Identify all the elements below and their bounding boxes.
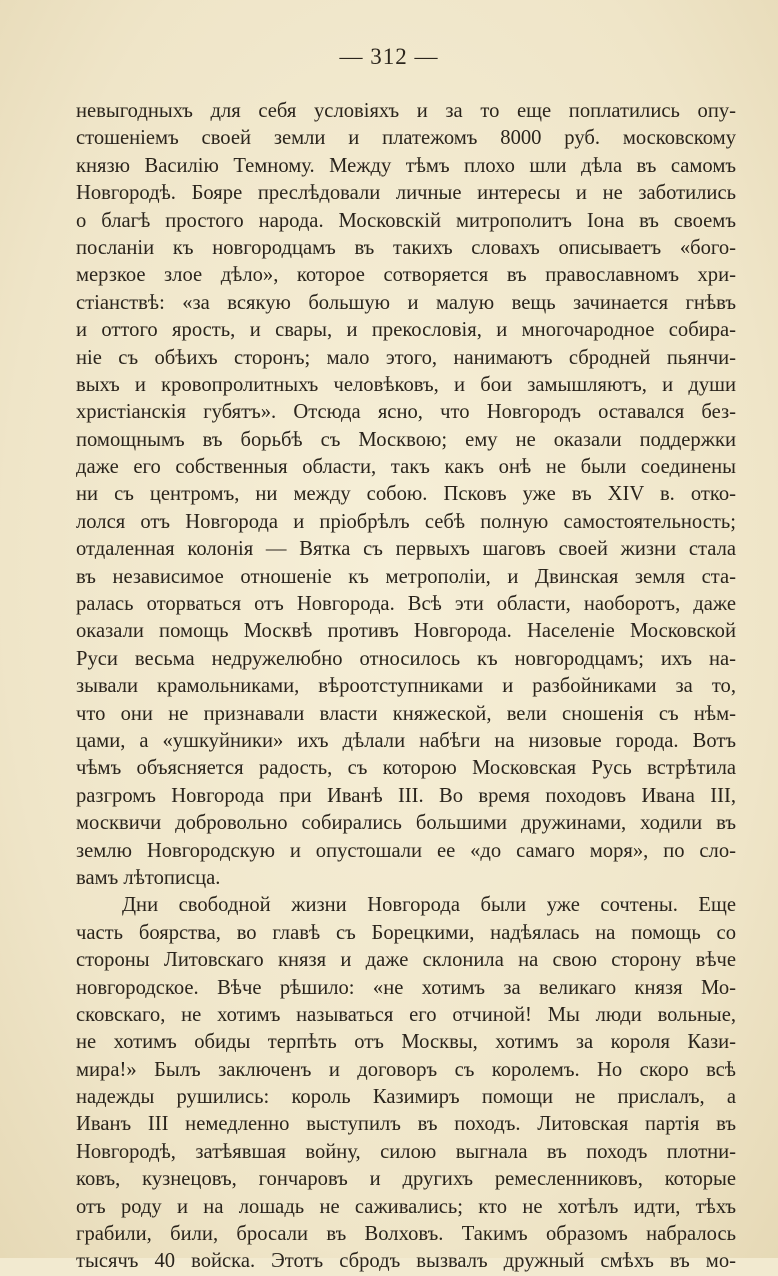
text-line: выхъ и кровопролитныхъ человѣковъ, и бои замышляютъ, и души (76, 373, 736, 396)
text-line: Новгородѣ, затѣявшая войну, силою выгнала въ походъ плотни- (76, 1140, 736, 1163)
text-line: стошеніемъ своей земли и платежомъ 8000 руб. московскому (76, 127, 736, 150)
text-line: ніе съ обѣихъ сторонъ; мало этого, нанимаютъ сбродней пьянчи- (76, 346, 736, 369)
text-line: землю Новгородскую и опустошали ее «до самаго моря», по сло- (76, 839, 736, 862)
text-line: даже его собственныя области, такъ какъ онѣ не были соединены (76, 456, 736, 479)
text-line: ковъ, кузнецовъ, гончаровъ и другихъ ремесленниковъ, которые (76, 1168, 736, 1191)
text-line: мерзкое злое дѣло», которое сотворяется въ православномъ хри- (76, 264, 736, 287)
text-line: мира!» Былъ заключенъ и договоръ съ королемъ. Но скоро всѣ (76, 1058, 736, 1081)
text-line: разгромъ Новгорода при Иванѣ III. Во время походовъ Ивана III, (76, 784, 736, 807)
text-line: оказали помощь Москвѣ противъ Новгорода. Населеніе Московской (76, 620, 736, 643)
text-line: отдаленная колонія — Вятка съ первыхъ шаговъ своей жизни стала (76, 538, 736, 561)
text-line: грабили, били, бросали въ Волховъ. Такимъ образомъ набралось (76, 1223, 736, 1246)
text-line: новгородское. Вѣче рѣшило: «не хотимъ за великаго князя Мо- (76, 976, 736, 999)
text-line: сковскаго, не хотимъ называться его отчиной! Мы люди вольные, (76, 1003, 736, 1026)
text-line: въ независимое отношеніе къ метрополіи, и Двинская земля ста- (76, 565, 736, 588)
text-line: тысячъ 40 войска. Этотъ сбродъ вызвалъ дружный смѣхъ въ мо- (76, 1250, 736, 1273)
body-text (76, 98, 736, 1276)
text-line: не хотимъ обиды терпѣть отъ Москвы, хотимъ за короля Кази- (76, 1031, 736, 1054)
text-line: Иванъ III немедленно выступилъ въ походъ. Литовская партія въ (76, 1113, 736, 1136)
text-line: надежды рушились: король Казимиръ помощи не прислалъ, а (76, 1086, 736, 1109)
text-line: о благѣ простого народа. Московскій митрополитъ Іона въ своемъ (76, 209, 736, 232)
text-line: что они не признавали власти княжеской, вели сношенія съ нѣм- (76, 702, 736, 725)
text-line: Дни свободной жизни Новгорода были уже сочтены. Еще (122, 894, 736, 917)
text-line: посланіи къ новгородцамъ въ такихъ словахъ описываетъ «бого- (76, 236, 736, 259)
text-line: ралась оторваться отъ Новгорода. Всѣ эти области, наоборотъ, даже (76, 593, 736, 616)
page-number: — 312 — (339, 44, 439, 69)
text-line: князю Василію Темному. Между тѣмъ плохо шли дѣла въ самомъ (76, 154, 736, 177)
text-line: зывали крамольниками, вѣроотступниками и разбойниками за то, (76, 675, 736, 698)
text-line: лолся отъ Новгорода и пріобрѣлъ себѣ полную самостоятельность; (76, 510, 736, 533)
text-line: часть боярства, во главѣ съ Борецкими, надѣялась на помощь со (76, 921, 736, 944)
text-line: москвичи добровольно собирались большими дружинами, ходили въ (76, 812, 736, 835)
text-line: ни съ центромъ, ни между собою. Псковъ уже въ XIV в. отко- (76, 483, 736, 506)
text-line: Новгородѣ. Бояре преслѣдовали личные интересы и не заботились (76, 182, 736, 205)
paragraph (76, 98, 736, 892)
text-line: помощнымъ въ борьбѣ съ Москвою; ему не оказали поддержки (76, 428, 736, 451)
text-line: невыгодныхъ для себя условіяхъ и за то еще поплатились опу- (76, 100, 736, 122)
text-line: Руси весьма недружелюбно относилось къ новгородцамъ; ихъ на- (76, 647, 736, 670)
text-line: стіанствѣ: «за всякую большую и малую вещь зачинается гнѣвъ (76, 291, 736, 314)
text-line: цами, а «ушкуйники» ихъ дѣлали набѣги на низовые города. Вотъ (76, 729, 736, 752)
text-line: вамъ лѣтописца. (76, 866, 221, 889)
text-line: стороны Литовскаго князя и даже склонила на свою сторону вѣче (76, 949, 736, 972)
text-line: отъ роду и на лошадь не саживались; кто не хотѣлъ идти, тѣхъ (76, 1195, 736, 1218)
text-line: и оттого ярость, и свары, и прекословія, и многочародное собира- (76, 319, 736, 342)
text-line: чѣмъ объясняется радость, съ которою Московская Русь встрѣтила (76, 757, 736, 780)
text-line: христіанскія губятъ». Отсюда ясно, что Новгородъ оставался без- (76, 401, 736, 424)
paragraph (76, 892, 736, 1275)
